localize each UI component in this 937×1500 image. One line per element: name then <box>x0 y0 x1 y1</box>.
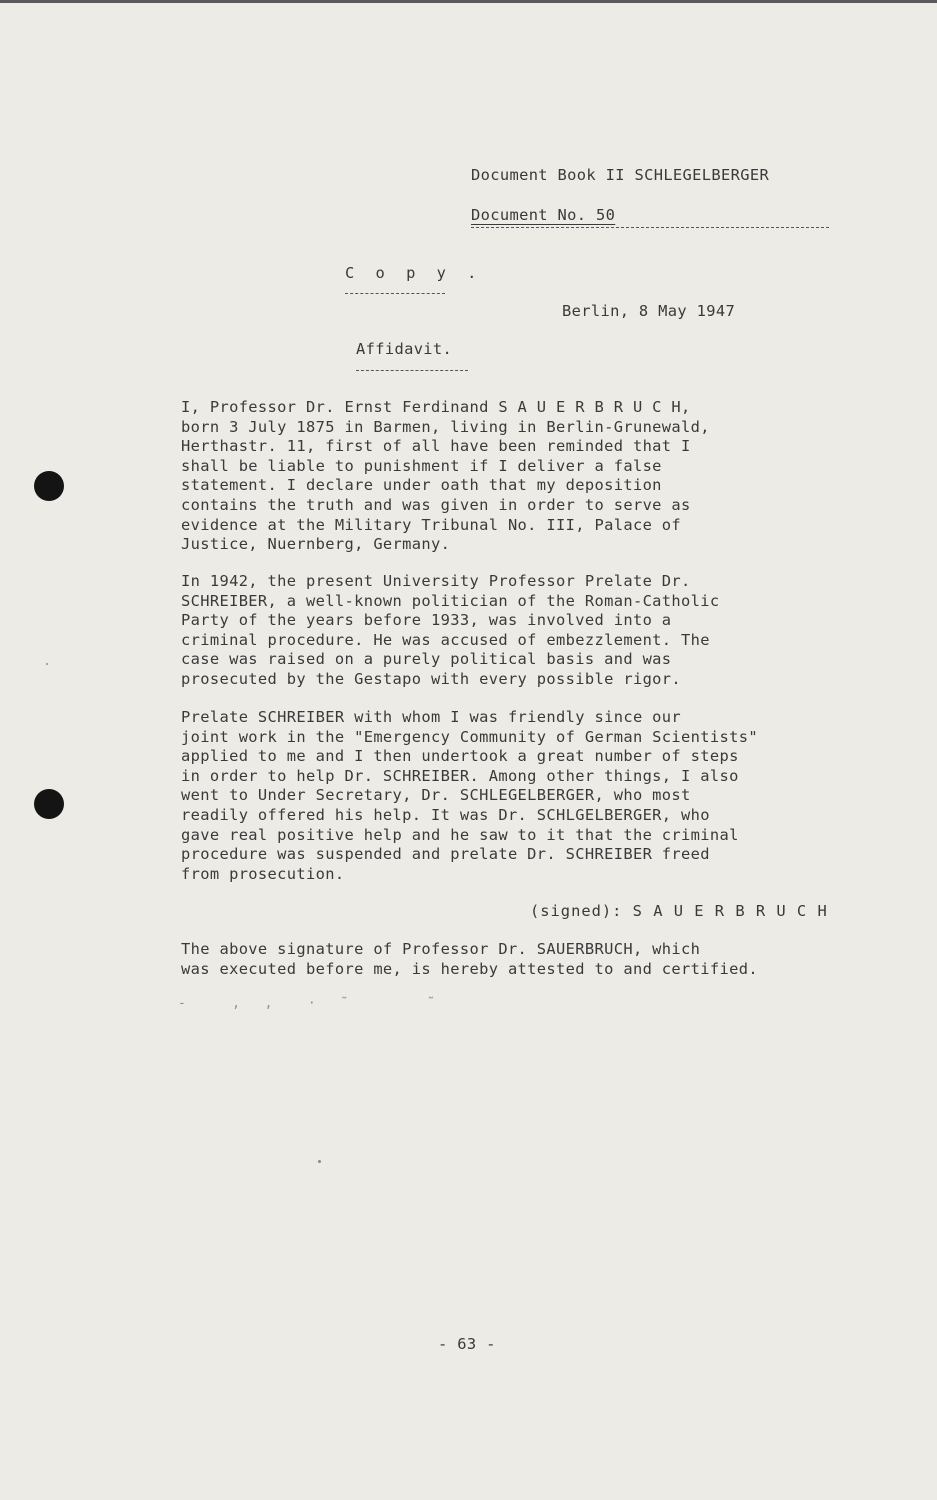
signature-line: (signed): S A U E R B R U C H <box>530 902 828 920</box>
affidavit-underline <box>356 370 468 371</box>
attestation-paragraph: The above signature of Professor Dr. SAUERBRUCH, which was executed before me, is hereby attested to and certified. <box>181 940 758 978</box>
copy-underline <box>345 293 445 294</box>
copy-label: C o p y . <box>345 264 483 282</box>
paragraph-declaration: I, Professor Dr. Ernst Ferdinand S A U E R B R U C H, born 3 July 1875 in Barmen, living in Berlin-Grunewald, Herthastr. 11, first of all have been reminded that I shall be liable to punishment if I deliver a false statement. I declare under oath that my deposition contains the truth and was given in order to serve as evidence at the Military Tribunal No. III, Palace of Justice, Nuernberg, Germany. <box>181 398 710 554</box>
document-number-rule <box>471 227 829 228</box>
paper-speck <box>318 1160 321 1163</box>
paper-speck <box>46 663 48 665</box>
document-number-label: Document No. 50 <box>471 206 616 224</box>
page-number: - 63 - <box>438 1335 496 1353</box>
paragraph-schreiber-case: In 1942, the present University Professor Prelate Dr. SCHREIBER, a well-known politician of the Roman-Catholic Party of the years before 1933, was involved into a criminal procedure. He was accused of embezzlement. The case was raised on a purely political basis and was prosecuted by the Gestapo with every possible rigor. <box>181 572 720 688</box>
top-edge-line <box>0 0 937 3</box>
faint-marks: - ‚ , · ˜ ˜ <box>178 996 438 1011</box>
paragraph-help: Prelate SCHREIBER with whom I was friendly since our joint work in the "Emergency Community of German Scientists" applied to me and I then undertook a great number of steps in order to help Dr. SCHREIBER. Among other things, I also went to Under Secretary, Dr. SCHLEGELBERGER, who most readily offered his help. It was Dr. SCHLGELBERGER, who gave real positive help and he saw to it that the criminal procedure was suspended and prelate Dr. SCHREIBER freed from prosecution. <box>181 708 758 883</box>
affidavit-title: Affidavit. <box>356 340 453 358</box>
document-number <box>471 206 615 226</box>
document-book-header: Document Book II SCHLEGELBERGER <box>471 166 770 184</box>
punch-hole-top <box>34 471 64 501</box>
punch-hole-bottom <box>34 789 64 819</box>
date-line: Berlin, 8 May 1947 <box>562 302 736 320</box>
